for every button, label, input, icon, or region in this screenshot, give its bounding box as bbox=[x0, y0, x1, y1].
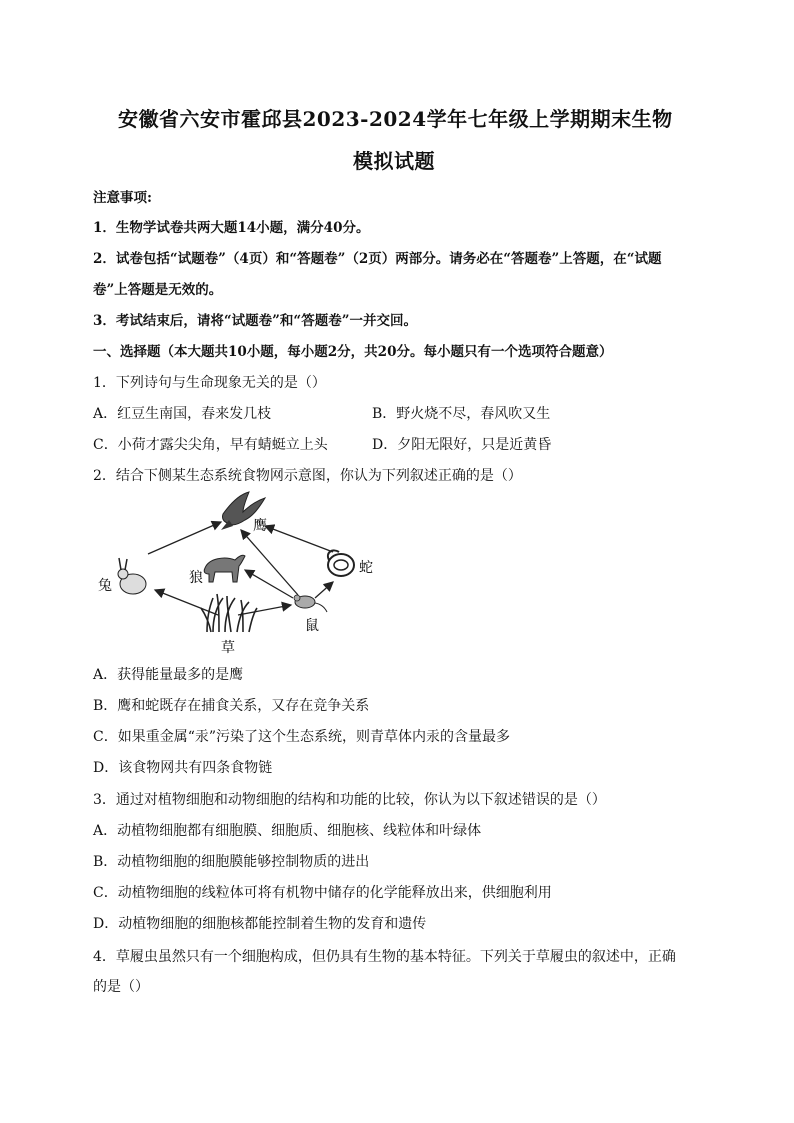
rabbit-icon bbox=[118, 558, 146, 594]
label-grass: 草 bbox=[221, 640, 235, 656]
food-web-figure bbox=[93, 490, 373, 658]
label-mouse: 鼠 bbox=[305, 618, 319, 634]
q4-stem-line2: 的是（） bbox=[93, 979, 149, 995]
q1-stem: 1．下列诗句与生命现象无关的是（） bbox=[93, 375, 326, 391]
arrow-mouse-wolf bbox=[245, 570, 293, 598]
q3-option-c: C．动植物细胞的线粒体可将有机物中储存的化学能释放出来，供细胞利用 bbox=[93, 885, 552, 901]
q3-option-b: B．动植物细胞的细胞膜能够控制物质的进出 bbox=[93, 854, 370, 870]
notice-item-2-line2: 卷”上答题是无效的。 bbox=[93, 282, 223, 298]
arrow-rabbit-hawk bbox=[148, 522, 221, 554]
q3-stem: 3．通过对植物细胞和动物细胞的结构和功能的比较，你认为以下叙述错误的是（） bbox=[93, 792, 606, 808]
q4-stem-line1: 4．草履虫虽然只有一个细胞构成，但仍具有生物的基本特征。下列关于草履虫的叙述中，正确 bbox=[93, 949, 676, 965]
mouse-icon bbox=[294, 595, 327, 612]
q2-option-b: B．鹰和蛇既存在捕食关系，又存在竞争关系 bbox=[93, 698, 370, 714]
notice-heading: 注意事项: bbox=[93, 190, 152, 206]
q1-option-d: D．夕阳无限好，只是近黄昏 bbox=[372, 437, 552, 453]
q3-option-a: A．动植物细胞都有细胞膜、细胞质、细胞核、线粒体和叶绿体 bbox=[93, 823, 482, 839]
arrow-mouse-snake bbox=[315, 582, 333, 598]
q1-option-b: B．野火烧不尽，春风吹又生 bbox=[372, 406, 551, 422]
page-subtitle: 模拟试题 bbox=[353, 149, 435, 173]
label-wolf: 狼 bbox=[189, 570, 203, 586]
notice-item-3: 3．考试结束后，请将“试题卷”和“答题卷”一并交回。 bbox=[93, 313, 417, 329]
q2-option-d: D．该食物网共有四条食物链 bbox=[93, 760, 273, 776]
page-title: 安徽省六安市霍邱县2023-2024学年七年级上学期期末生物 bbox=[118, 107, 673, 131]
q2-stem: 2．结合下侧某生态系统食物网示意图，你认为下列叙述正确的是（） bbox=[93, 468, 522, 484]
arrow-snake-hawk bbox=[265, 526, 333, 552]
wolf-icon bbox=[204, 555, 245, 582]
q2-option-c: C．如果重金属“汞”污染了这个生态系统，则青草体内汞的含量最多 bbox=[93, 729, 511, 745]
q1-option-c: C．小荷才露尖尖角，早有蜻蜓立上头 bbox=[93, 437, 328, 453]
notice-item-1: 1．生物学试卷共两大题14小题，满分40分。 bbox=[93, 220, 370, 236]
q3-option-d: D．动植物细胞的细胞核都能控制着生物的发育和遗传 bbox=[93, 916, 427, 932]
q2-option-a: A．获得能量最多的是鹰 bbox=[93, 667, 244, 683]
label-hawk: 鹰 bbox=[253, 518, 267, 534]
arrow-mouse-hawk bbox=[241, 530, 298, 595]
label-rabbit: 兔 bbox=[98, 578, 112, 594]
section-heading: 一、选择题（本大题共10小题，每小题2分，共20分。每小题只有一个选项符合题意） bbox=[93, 344, 613, 360]
label-snake: 蛇 bbox=[359, 560, 373, 576]
q1-option-a: A．红豆生南国，春来发几枝 bbox=[93, 406, 272, 422]
notice-item-2-line1: 2．试卷包括“试题卷”（4页）和“答题卷”（2页）两部分。请务必在“答题卷”上答题，在“试题 bbox=[93, 251, 662, 267]
snake-icon bbox=[328, 550, 354, 576]
